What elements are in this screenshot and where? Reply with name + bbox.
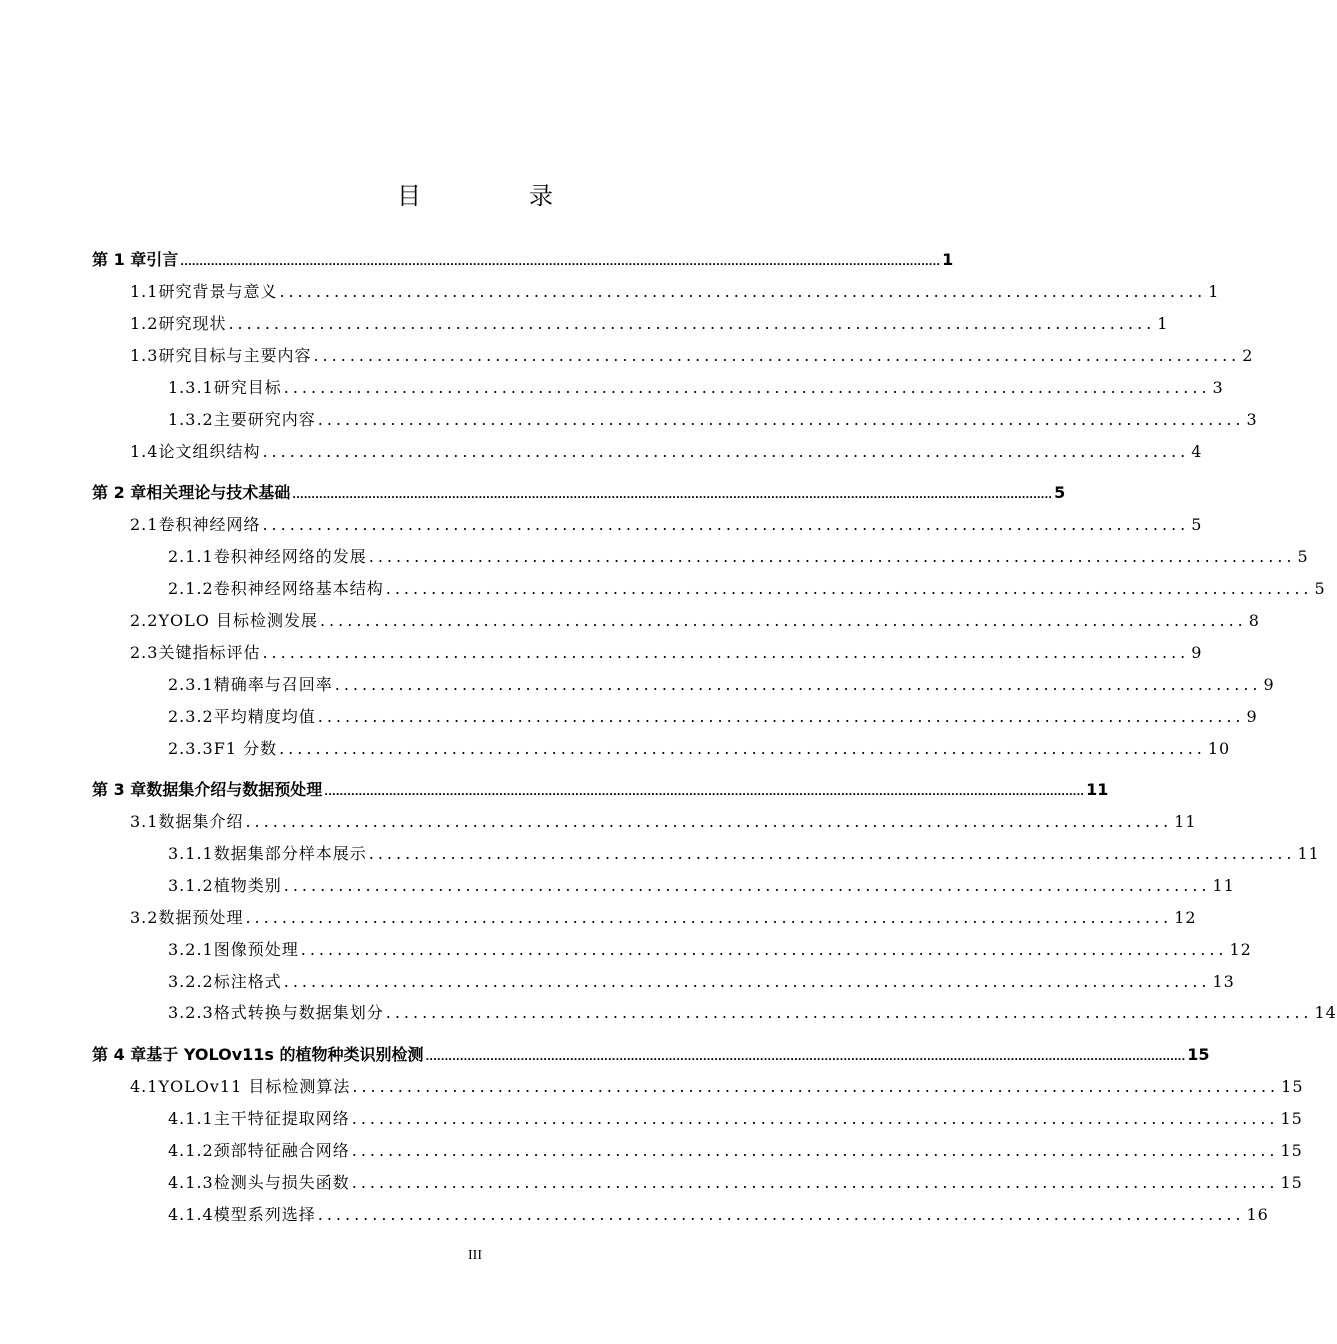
toc-section-4-1-1[interactable] bbox=[168, 1107, 1303, 1131]
toc-page: 11 bbox=[1086, 780, 1109, 799]
dot-leader: ...................................................................................................... bbox=[245, 908, 1173, 927]
dot-leader: ........................................................................................................................................................................................................ bbox=[180, 257, 941, 268]
toc-number: 4.1.2 bbox=[168, 1141, 214, 1160]
toc-title: 颈部特征融合网络 bbox=[213, 1141, 350, 1160]
toc-section-3-1[interactable] bbox=[130, 810, 1197, 834]
toc-number: 2.3.2 bbox=[168, 707, 214, 726]
toc-title: 论文组织结构 bbox=[158, 442, 261, 461]
toc-title: YOLOv11 目标检测算法 bbox=[158, 1077, 351, 1096]
toc-number: 3.2.2 bbox=[168, 972, 214, 991]
toc-title: 平均精度均值 bbox=[213, 707, 316, 726]
toc-section-1-3-2[interactable] bbox=[168, 408, 1258, 432]
toc-number: 3.1.1 bbox=[168, 844, 214, 863]
toc-title: 卷积神经网络的发展 bbox=[213, 547, 367, 566]
toc-number: 3.1 bbox=[130, 812, 159, 831]
toc-page: 11 bbox=[1212, 876, 1235, 895]
dot-leader: ...................................................................................................... bbox=[385, 1003, 1313, 1022]
toc-section-1-4[interactable] bbox=[130, 440, 1203, 464]
dot-leader: ...................................................................................................... bbox=[283, 378, 1211, 397]
dot-leader: ...................................................................................................... bbox=[317, 1205, 1245, 1224]
dot-leader: ........................................................................................................................................................................................................ bbox=[425, 1052, 1186, 1063]
toc-chapter-2[interactable] bbox=[92, 481, 1066, 505]
dot-leader: ...................................................................................................... bbox=[368, 844, 1296, 863]
toc-section-3-2-3[interactable] bbox=[168, 1001, 1337, 1025]
toc-page: 5 bbox=[1191, 515, 1203, 534]
dot-leader: ...................................................................................................... bbox=[385, 579, 1313, 598]
toc-page: 13 bbox=[1212, 972, 1235, 991]
toc-title: 关键指标评估 bbox=[158, 643, 261, 662]
toc-section-2-2[interactable] bbox=[130, 609, 1260, 633]
toc-number: 2.2 bbox=[130, 611, 159, 630]
dot-leader: ...................................................................................................... bbox=[262, 643, 1190, 662]
toc-title: 检测头与损失函数 bbox=[213, 1173, 350, 1192]
toc-number: 3.2 bbox=[130, 908, 159, 927]
dot-leader: ...................................................................................................... bbox=[317, 707, 1245, 726]
toc-section-1-3[interactable] bbox=[130, 344, 1254, 368]
toc-page: 10 bbox=[1207, 739, 1231, 758]
toc-section-2-1-2[interactable] bbox=[168, 577, 1326, 601]
toc-title: 标注格式 bbox=[213, 972, 282, 991]
toc-page: 1 bbox=[1157, 314, 1169, 333]
toc-page: 12 bbox=[1174, 908, 1197, 927]
toc-page: 11 bbox=[1174, 812, 1197, 831]
toc-section-3-2-1[interactable] bbox=[168, 938, 1252, 962]
dot-leader: ...................................................................................................... bbox=[279, 739, 1206, 758]
toc-number: 1.3.2 bbox=[168, 410, 214, 429]
dot-leader: ...................................................................................................... bbox=[279, 282, 1207, 301]
toc-section-2-3-3[interactable] bbox=[168, 737, 1231, 761]
toc-number: 第 1 章 bbox=[92, 250, 147, 269]
toc-title: 主干特征提取网络 bbox=[213, 1109, 350, 1128]
toc-title: 基于 YOLOv11s 的植物种类识别检测 bbox=[146, 1045, 424, 1064]
toc-page: 9 bbox=[1191, 643, 1203, 662]
toc-title: 数据集部分样本展示 bbox=[213, 844, 367, 863]
toc-page: 5 bbox=[1054, 483, 1066, 502]
toc-title: 图像预处理 bbox=[213, 940, 299, 959]
toc-number: 3.2.1 bbox=[168, 940, 214, 959]
toc-section-3-2[interactable] bbox=[130, 906, 1197, 930]
toc-section-1-1[interactable] bbox=[130, 280, 1220, 304]
toc-page: 1 bbox=[942, 250, 954, 269]
toc-number: 1.2 bbox=[130, 314, 159, 333]
dot-leader: ...................................................................................................... bbox=[351, 1109, 1279, 1128]
toc-number: 第 2 章 bbox=[92, 483, 147, 502]
toc-number: 4.1.1 bbox=[168, 1109, 214, 1128]
toc-number: 2.3.3 bbox=[168, 739, 214, 758]
toc-title: 卷积神经网络基本结构 bbox=[213, 579, 384, 598]
toc-number: 2.3 bbox=[130, 643, 159, 662]
toc-title: YOLO 目标检测发展 bbox=[158, 611, 318, 630]
toc-section-2-1[interactable] bbox=[130, 513, 1203, 537]
toc-number: 2.1.2 bbox=[168, 579, 214, 598]
dot-leader: ...................................................................................................... bbox=[283, 876, 1211, 895]
toc-section-2-1-1[interactable] bbox=[168, 545, 1309, 569]
toc-title: F1 分数 bbox=[213, 739, 278, 758]
toc-page: 16 bbox=[1246, 1205, 1269, 1224]
toc-page: 15 bbox=[1280, 1109, 1303, 1128]
toc-page: 15 bbox=[1280, 1173, 1303, 1192]
toc-section-3-1-2[interactable] bbox=[168, 874, 1235, 898]
toc-title: 研究现状 bbox=[158, 314, 227, 333]
dot-leader: ...................................................................................................... bbox=[352, 1077, 1280, 1096]
toc-section-2-3[interactable] bbox=[130, 641, 1203, 665]
toc-section-1-2[interactable] bbox=[130, 312, 1169, 336]
dot-leader: ...................................................................................................... bbox=[319, 611, 1247, 630]
toc-page: 4 bbox=[1191, 442, 1203, 461]
toc-section-3-2-2[interactable] bbox=[168, 970, 1235, 994]
dot-leader: ...................................................................................................... bbox=[245, 812, 1173, 831]
toc-page: 1 bbox=[1208, 282, 1220, 301]
toc-title: 植物类别 bbox=[213, 876, 282, 895]
toc-section-2-3-2[interactable] bbox=[168, 705, 1258, 729]
toc-title: 研究背景与意义 bbox=[158, 282, 278, 301]
toc-page: 9 bbox=[1263, 675, 1275, 694]
toc-title: 相关理论与技术基础 bbox=[146, 483, 291, 502]
toc-page: 15 bbox=[1281, 1077, 1304, 1096]
toc-section-4-1-3[interactable] bbox=[168, 1171, 1303, 1195]
toc-title: 格式转换与数据集划分 bbox=[213, 1003, 384, 1022]
dot-leader: ........................................................................................................................................................................................................ bbox=[324, 787, 1085, 798]
toc-number: 2.3.1 bbox=[168, 675, 214, 694]
toc-page: 14 bbox=[1314, 1003, 1337, 1022]
toc-page: 12 bbox=[1229, 940, 1252, 959]
toc-page: 15 bbox=[1280, 1141, 1303, 1160]
toc-page: 3 bbox=[1212, 378, 1224, 397]
dot-leader: ...................................................................................................... bbox=[351, 1141, 1279, 1160]
toc-number: 3.2.3 bbox=[168, 1003, 214, 1022]
toc-section-1-3-1[interactable] bbox=[168, 376, 1224, 400]
toc-title: 模型系列选择 bbox=[213, 1205, 316, 1224]
toc-chapter-1[interactable] bbox=[92, 248, 954, 272]
dot-leader: ...................................................................................................... bbox=[262, 442, 1190, 461]
toc-number: 4.1.4 bbox=[168, 1205, 214, 1224]
page-number-footer: III bbox=[468, 1248, 482, 1263]
dot-leader: ...................................................................................................... bbox=[300, 940, 1228, 959]
dot-leader: ...................................................................................................... bbox=[368, 547, 1296, 566]
toc-number: 3.1.2 bbox=[168, 876, 214, 895]
toc-number: 1.4 bbox=[130, 442, 159, 461]
toc-title: 卷积神经网络 bbox=[158, 515, 261, 534]
toc-number: 1.1 bbox=[130, 282, 159, 301]
toc-page: 3 bbox=[1246, 410, 1258, 429]
toc-number: 4.1 bbox=[130, 1077, 159, 1096]
toc-section-3-1-1[interactable] bbox=[168, 842, 1320, 866]
toc-title: 研究目标与主要内容 bbox=[158, 346, 312, 365]
dot-leader: ........................................................................................................................................................................................................ bbox=[292, 490, 1053, 501]
toc-page: 11 bbox=[1297, 844, 1320, 863]
toc-title: 引言 bbox=[146, 250, 179, 269]
toc-title: 数据集介绍与数据预处理 bbox=[146, 780, 323, 799]
dot-leader: ...................................................................................................... bbox=[228, 314, 1156, 333]
toc-section-4-1[interactable] bbox=[130, 1075, 1304, 1099]
toc-page: 5 bbox=[1314, 579, 1326, 598]
toc-page: 8 bbox=[1248, 611, 1260, 630]
toc-page: 2 bbox=[1242, 346, 1254, 365]
toc-number: 2.1.1 bbox=[168, 547, 214, 566]
toc-section-2-3-1[interactable] bbox=[168, 673, 1275, 697]
toc-page: 5 bbox=[1297, 547, 1309, 566]
dot-leader: ...................................................................................................... bbox=[262, 515, 1190, 534]
toc-number: 第 4 章 bbox=[92, 1045, 147, 1064]
toc-title: 数据集介绍 bbox=[158, 812, 244, 831]
dot-leader: ...................................................................................................... bbox=[313, 346, 1241, 365]
toc-chapter-3[interactable] bbox=[92, 778, 1109, 802]
toc-number: 4.1.3 bbox=[168, 1173, 214, 1192]
toc-number: 1.3 bbox=[130, 346, 159, 365]
toc-title: 精确率与召回率 bbox=[213, 675, 333, 694]
toc-number: 第 3 章 bbox=[92, 780, 147, 799]
dot-leader: ...................................................................................................... bbox=[351, 1173, 1279, 1192]
toc-title: 主要研究内容 bbox=[213, 410, 316, 429]
toc-chapter-4[interactable] bbox=[92, 1043, 1210, 1067]
toc-number: 1.3.1 bbox=[168, 378, 214, 397]
toc-section-4-1-4[interactable] bbox=[168, 1203, 1269, 1227]
dot-leader: ...................................................................................................... bbox=[317, 410, 1245, 429]
toc-number: 2.1 bbox=[130, 515, 159, 534]
toc-section-4-1-2[interactable] bbox=[168, 1139, 1303, 1163]
dot-leader: ...................................................................................................... bbox=[283, 972, 1211, 991]
dot-leader: ...................................................................................................... bbox=[334, 675, 1262, 694]
toc-page: 15 bbox=[1187, 1045, 1210, 1064]
page-title: 目 录 bbox=[397, 182, 595, 210]
toc-title: 研究目标 bbox=[213, 378, 282, 397]
toc-page: 9 bbox=[1246, 707, 1258, 726]
toc-title: 数据预处理 bbox=[158, 908, 244, 927]
